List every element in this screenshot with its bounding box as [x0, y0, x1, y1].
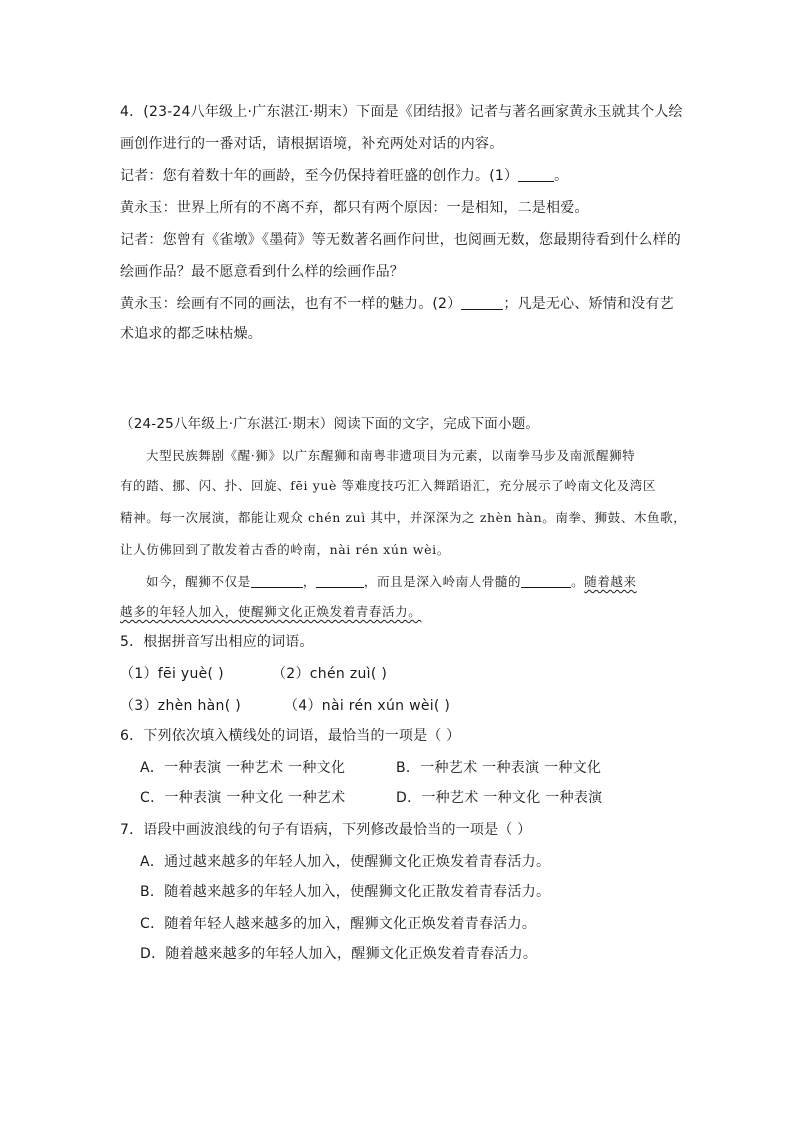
q5-item-3[interactable]: （3）zhèn hàn( ) [120, 698, 241, 714]
q4-line-5: 记者：您曾有《雀墩》《墨荷》等无数著名画作问世，也阅画无数，您最期待看到什么样的 [120, 232, 681, 248]
q6-option-b[interactable]: B．一种艺术 一种表演 一种文化 [396, 760, 602, 776]
passage-period: 。 [571, 574, 585, 589]
q7-option-a[interactable]: A．通过越来越多的年轻人加入，使醒狮文化正焕发着青春活力。 [140, 854, 551, 870]
q6-title: 6．下列依次填入横线处的词语，最恰当的一项是（ ） [120, 728, 461, 744]
q4-blank-2[interactable] [461, 295, 503, 310]
q6-option-a[interactable]: A．一种表演 一种艺术 一种文化 [140, 760, 346, 776]
q4-line-7 [120, 294, 674, 314]
passage-blank-3[interactable] [521, 573, 571, 588]
passage-line-4: 让人仿佛回到了散发着古香的岭南，nài rén xún wèi。 [120, 542, 450, 557]
q6-option-c[interactable]: C．一种表演 一种文化 一种艺术 [140, 790, 346, 806]
q4-huang-text-2: ；凡是无心、矫情和没有艺 [503, 296, 674, 312]
q5-item-1[interactable]: （1）fēi yuè( ) [120, 666, 224, 682]
passage-line-6 [120, 602, 421, 622]
q4-line-8: 术追求的都乏味枯燥。 [120, 326, 262, 342]
q7-option-d[interactable]: D．随着越来越多的年轻人加入，醒狮文化正焕发着青春活力。 [140, 946, 538, 962]
wavy-sentence-start: 随着越来 [584, 574, 637, 589]
q4-reporter-text: 记者：您有着数十年的画龄，至今仍保持着旺盛的创作力。(1） [120, 168, 519, 184]
passage-line-2: 有的踏、挪、闪、扑、回旋、fēi yuè 等难度技巧汇入舞蹈语汇，充分展示了岭南文化及湾区 [120, 478, 656, 493]
q5-item-2[interactable]: （2）chén zuì( ) [272, 666, 388, 682]
passage-line-3: 精神。每一次展演，都能让观众 chén zuì 其中，并深深为之 zhèn hàn。南拳、狮鼓、木鱼歌， [120, 510, 687, 525]
passage-text-2: ，而且是深入岭南人骨髓的 [363, 574, 522, 589]
q7-option-b[interactable]: B．随着越来越多的年轻人加入，使醒狮文化正散发着青春活力。 [140, 884, 551, 900]
passage-text: 如今，醒狮不仅是 [146, 574, 251, 589]
q4-huang-text: 黄永玉：绘画有不同的画法，也有不一样的魅力。(2） [120, 296, 462, 312]
passage-line-1: 大型民族舞剧《醒·狮》以广东醒狮和南粤非遗项目为元素，以南拳马步及南派醒狮特 [146, 448, 636, 463]
q4-line-6: 绘画作品？最不愿意看到什么样的绘画作品？ [120, 264, 404, 280]
q4-line-1: 4．(23-24八年级上·广东湛江·期末）下面是《团结报》记者与著名画家黄永玉就其个人绘 [120, 104, 683, 120]
wavy-sentence-end: 越多的年轻人加入，使醒狮文化正焕发着青春活力。 [120, 604, 422, 619]
q7-option-c[interactable]: C．随着年轻人越来越多的加入，醒狮文化正焕发着青春活力。 [140, 916, 537, 932]
q4-line-4: 黄永玉：世界上所有的不离不弃，都只有两个原因：一是相知，二是相爱。 [120, 200, 589, 216]
q7-title: 7．语段中画波浪线的句子有语病，下列修改最恰当的一项是（ ） [120, 822, 532, 838]
q4-line-2: 画创作进行的一番对话，请根据语境，补充两处对话的内容。 [120, 136, 504, 152]
passage-comma: ， [302, 574, 316, 589]
q4-blank-1[interactable] [518, 167, 554, 182]
q6-option-d[interactable]: D．一种艺术 一种文化 一种表演 [396, 790, 603, 806]
q5-item-4[interactable]: （4）nài rén xún wèi( ) [284, 698, 451, 714]
q5-title: 5．根据拼音写出相应的词语。 [120, 634, 314, 650]
passage-blank-1[interactable] [251, 573, 303, 588]
passage-line-5 [146, 572, 637, 592]
q4-period: 。 [554, 168, 569, 184]
passage-blank-2[interactable] [316, 573, 364, 588]
q4-line-3 [120, 166, 568, 186]
passage-intro: （24-25八年级上·广东湛江·期末）阅读下面的文字，完成下面小题。 [120, 416, 540, 432]
